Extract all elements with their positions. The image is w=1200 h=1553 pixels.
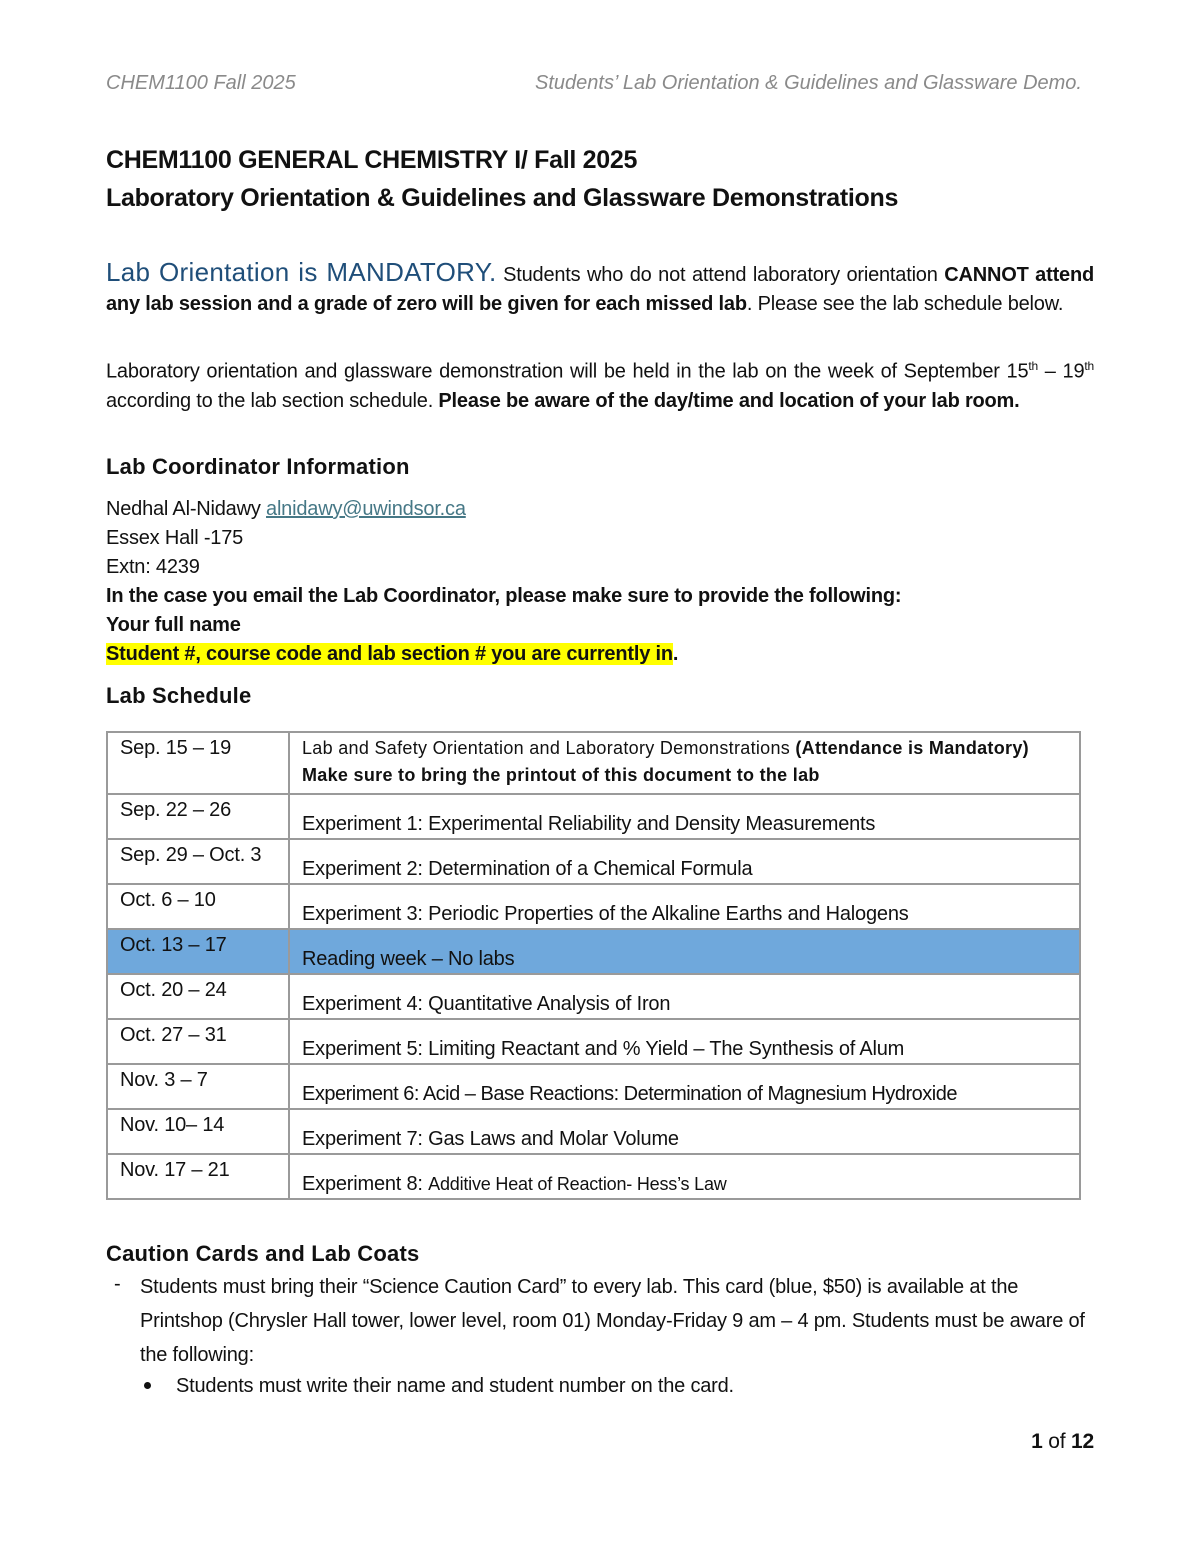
coordinator-office: Essex Hall -175 — [106, 527, 244, 549]
date-cell: Oct. 6 – 10 — [107, 884, 289, 929]
header-title: Students’ Lab Orientation & Guidelines and Glassware Demo. — [535, 72, 1082, 94]
date-cell: Sep. 29 – Oct. 3 — [107, 839, 289, 884]
table-row — [107, 1019, 1080, 1064]
date-cell: Sep. 22 – 26 — [107, 794, 289, 839]
table-row — [107, 884, 1080, 929]
doc-title: CHEM1100 GENERAL CHEMISTRY I/ Fall 2025 — [106, 146, 638, 174]
coordinator-ext: Extn: 4239 — [106, 556, 200, 578]
bullet-icon — [144, 1382, 151, 1389]
date-cell: Oct. 13 – 17 — [107, 929, 289, 974]
activity-cell: Lab and Safety Orientation and Laboratory Demonstrations (Attendance is Mandatory) Make sure to bring the printout of this document to the lab — [289, 732, 1080, 794]
table-row — [107, 1064, 1080, 1109]
table-row — [107, 839, 1080, 884]
lab-schedule-table — [106, 731, 1081, 1200]
table-row — [107, 794, 1080, 839]
orientation-paragraph: Laboratory orientation and glassware demonstration will be held in the lab on the week of September 15th – 19th according to the lab section schedule. Please be aware of the day/time and location of your lab room. — [106, 359, 1094, 412]
activity-cell: Experiment 4: Quantitative Analysis of Iron — [289, 974, 1080, 1019]
coordinator-name: Nedhal Al-Nidawy alnidawy@uwindsor.ca — [106, 498, 466, 520]
activity-cell: Experiment 1: Experimental Reliability and Density Measurements — [289, 794, 1080, 839]
table-row — [107, 974, 1080, 1019]
date-cell: Oct. 20 – 24 — [107, 974, 289, 1019]
date-cell: Oct. 27 – 31 — [107, 1019, 289, 1064]
date-cell: Sep. 15 – 19 — [107, 732, 289, 794]
date-cell: Nov. 17 – 21 — [107, 1154, 289, 1199]
activity-cell: Experiment 6: Acid – Base Reactions: Determination of Magnesium Hydroxide — [289, 1064, 1080, 1109]
activity-cell: Reading week – No labs — [289, 929, 1080, 974]
mandatory-notice: Lab Orientation is MANDATORY. — [106, 257, 497, 287]
activity-cell: Experiment 3: Periodic Properties of the Alkaline Earths and Halogens — [289, 884, 1080, 929]
table-row — [107, 732, 1080, 794]
activity-cell: Experiment 8: Additive Heat of Reaction- Hess’s Law — [289, 1154, 1080, 1199]
caution-heading: Caution Cards and Lab Coats — [106, 1241, 420, 1266]
date-cell: Nov. 3 – 7 — [107, 1064, 289, 1109]
caution-bullet: Students must write their name and student number on the card. — [176, 1375, 734, 1397]
header-course: CHEM1100 Fall 2025 — [106, 72, 296, 94]
table-row-reading-week — [107, 929, 1080, 974]
email-item-student: Student #, course code and lab section # you are currently in. — [106, 643, 679, 665]
table-row — [107, 1109, 1080, 1154]
table-row — [107, 1154, 1080, 1199]
email-item-name: Your full name — [106, 614, 241, 636]
activity-cell: Experiment 5: Limiting Reactant and % Yield – The Synthesis of Alum — [289, 1019, 1080, 1064]
activity-cell: Experiment 2: Determination of a Chemical Formula — [289, 839, 1080, 884]
page-number: 1 of 12 — [1031, 1430, 1094, 1453]
caution-paragraph: Students must bring their “Science Caution Card” to every lab. This card (blue, $50) is available at the Printshop (Chrysler Hall tower, lower level, room 01) Monday-Friday 9 am – 4 pm. Students must be aware of the following: — [140, 1276, 1085, 1366]
activity-cell: Experiment 7: Gas Laws and Molar Volume — [289, 1109, 1080, 1154]
dash-marker: - — [114, 1273, 121, 1295]
intro-paragraph: Lab Orientation is MANDATORY. Students who do not attend laboratory orientation CANNOT attend any lab session and a grade of zero will be given for each missed lab. Please see the lab schedule below. — [106, 257, 1094, 315]
doc-subtitle: Laboratory Orientation & Guidelines and Glassware Demonstrations — [106, 184, 899, 212]
date-cell: Nov. 10– 14 — [107, 1109, 289, 1154]
coordinator-heading: Lab Coordinator Information — [106, 454, 410, 479]
coordinator-email-link[interactable]: alnidawy@uwindsor.ca — [266, 498, 466, 520]
email-note: In the case you email the Lab Coordinator, please make sure to provide the following: — [106, 585, 902, 607]
schedule-heading: Lab Schedule — [106, 683, 252, 708]
